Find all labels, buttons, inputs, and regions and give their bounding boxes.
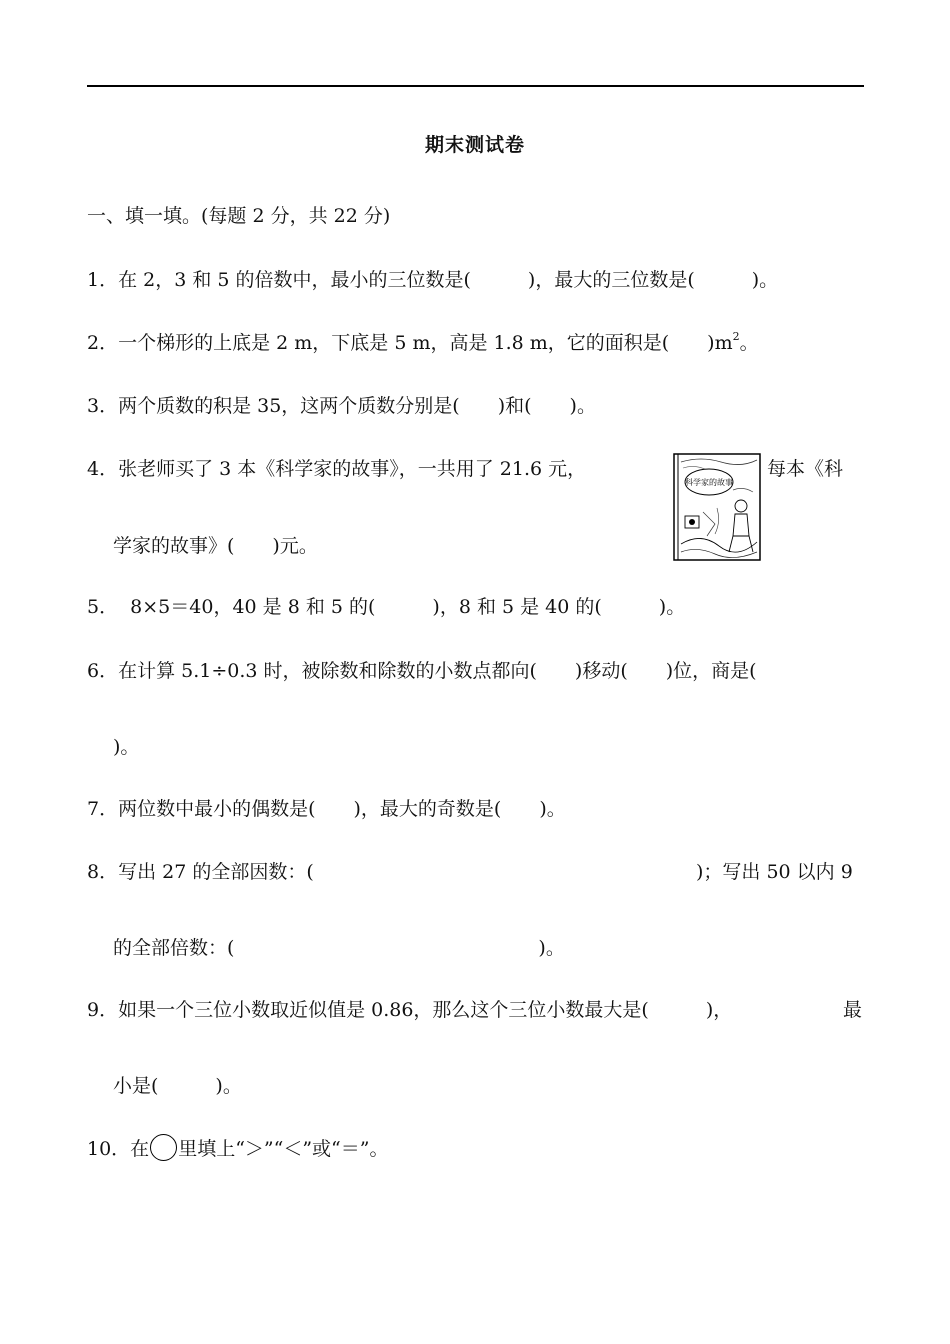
question-10: [87, 1134, 388, 1163]
question-1: 1．在 2，3 和 5 的倍数中，最小的三位数是( )，最大的三位数是( )。: [87, 269, 779, 291]
question-8-line-1-start: 8．写出 27 的全部因数：(: [87, 861, 314, 883]
question-4-line-1-end: 每本《科: [767, 458, 844, 480]
superscript: 2: [732, 330, 740, 343]
question-2-end: 。: [739, 332, 759, 354]
page-title: 期末测试卷: [424, 134, 525, 156]
book-illustration: [671, 452, 763, 562]
question-9-line-1: 9．如果一个三位小数取近似值是 0.86，那么这个三位小数最大是( )，: [87, 999, 733, 1021]
question-8-line-1-end: )；写出 50 以内 9: [696, 861, 853, 883]
question-2-text: 2．一个梯形的上底是 2 m，下底是 5 m，高是 1.8 m，它的面积是( )m: [87, 332, 733, 354]
top-rule: [87, 85, 864, 87]
question-10-start: 10．在: [87, 1138, 150, 1160]
question-9-line-2: 小是( )。: [113, 1075, 242, 1097]
question-2: [87, 329, 759, 357]
book-title: 科学家的故事: [685, 478, 733, 487]
question-5: 5． 8×5＝40，40 是 8 和 5 的( )，8 和 5 是 40 的( )。: [87, 596, 686, 618]
question-6-line-1: 6．在计算 5.1÷0.3 时，被除数和除数的小数点都向( )移动( )位，商是(: [87, 660, 757, 682]
question-6-line-2: )。: [113, 736, 140, 758]
question-8-line-2: 的全部倍数：( )。: [113, 937, 565, 959]
question-4-line-2: 学家的故事》( )元。: [113, 535, 318, 557]
question-3: 3．两个质数的积是 35，这两个质数分别是( )和( )。: [87, 395, 596, 417]
section-heading: 一、填一填。(每题 2 分，共 22 分): [87, 205, 391, 227]
question-10-end: 里填上“＞”“＜”或“＝”。: [178, 1138, 389, 1160]
question-4-line-1: 4．张老师买了 3 本《科学家的故事》，一共用了 21.6 元，: [87, 458, 587, 480]
question-9-line-1-end: 最: [843, 999, 863, 1021]
circle-icon: [150, 1134, 177, 1161]
question-7: 7．两位数中最小的偶数是( )，最大的奇数是( )。: [87, 798, 566, 820]
